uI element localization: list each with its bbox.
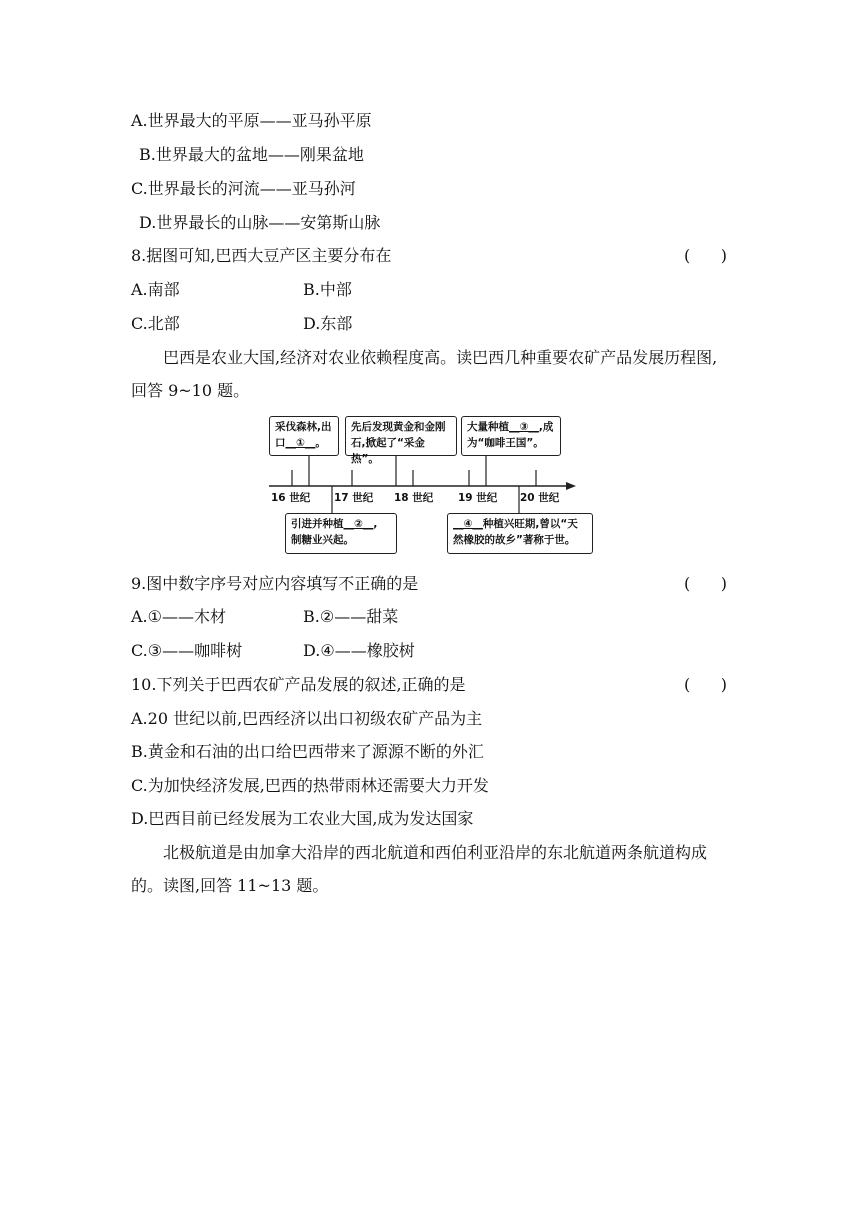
box3-blank: __③__ [509, 421, 539, 433]
box5-line1 [453, 516, 587, 532]
q7-option-d: D.世界最长的山脉——安第斯山脉 [139, 213, 381, 232]
box4-blank: __②__ [343, 518, 374, 530]
q9-answer-paren: ( ) [684, 574, 727, 593]
q10-answer-paren: ( ) [684, 675, 727, 694]
q10-stem: 10.下列关于巴西农矿产品发展的叙述,正确的是 [131, 675, 466, 694]
box1-text: 口 [275, 437, 286, 449]
timeline-box-sugar [285, 513, 397, 554]
box3-text: 大量种植 [467, 421, 509, 433]
q10-option-b: B.黄金和石油的出口给巴西带来了源源不断的外汇 [131, 742, 484, 761]
q8-stem: 8.据图可知,巴西大豆产区主要分布在 [131, 246, 392, 265]
tick-17th-century: 17 世纪 [334, 492, 374, 504]
timeline-box-coffee [461, 416, 561, 456]
timeline-box-timber [269, 416, 339, 456]
q7-option-c: C.世界最长的河流——亚马孙河 [131, 179, 356, 198]
tick-20th-century: 20 世纪 [520, 492, 560, 504]
box4-end: , [373, 518, 378, 530]
q10-option-a: A.20 世纪以前,巴西经济以出口初级农矿产品为主 [131, 709, 483, 728]
intro-paragraph-9-10: 巴西是农业大国,经济对农业依赖程度高。读巴西几种重要农矿产品发展历程图,回答 9~10 题。 [131, 348, 718, 400]
q9-stem: 9.图中数字序号对应内容填写不正确的是 [131, 574, 419, 593]
q9-option-a: A.①——木材 [131, 607, 226, 626]
box2-line1: 先后发现黄金和金刚 [351, 421, 446, 433]
tick-16th-century: 16 世纪 [271, 492, 311, 504]
q8-option-b: B.中部 [303, 280, 352, 299]
box4-line2: 制糖业兴起。 [291, 534, 354, 546]
box3-line2: 为“咖啡王国”。 [467, 437, 544, 449]
box1-line2 [275, 435, 333, 451]
q8-option-c: C.北部 [131, 314, 180, 333]
tick-19th-century: 19 世纪 [458, 492, 498, 504]
q8-answer-paren: ( ) [684, 246, 727, 265]
q7-option-a: A.世界最大的平原——亚马孙平原 [131, 111, 372, 130]
box3-line1 [467, 419, 555, 435]
box5-blank: __④__ [453, 518, 483, 530]
timeline-box-gold [345, 416, 457, 465]
q9-option-c: C.③——咖啡树 [131, 641, 243, 660]
tick-18th-century: 18 世纪 [394, 492, 434, 504]
box1-blank: __①__ [285, 437, 316, 449]
q9-option-b: B.②——甜菜 [303, 607, 399, 626]
intro-paragraph-11-13: 北极航道是由加拿大沿岸的西北航道和西伯利亚沿岸的东北航道两条航道构成的。读图,回答 11~13 题。 [131, 843, 708, 895]
q10-option-c: C.为加快经济发展,巴西的热带雨林还需要大力开发 [131, 776, 489, 795]
box4-text: 引进并种植 [291, 518, 344, 530]
timeline-box-rubber [447, 513, 593, 554]
box5-text: 种植兴旺期,曾以“天 [482, 518, 578, 530]
box3-end: ,成 [538, 421, 554, 433]
q7-option-b: B.世界最大的盆地——刚果盆地 [139, 145, 364, 164]
brazil-timeline-figure [266, 413, 596, 558]
box1-line1: 采伐森林,出 [275, 421, 332, 433]
q8-option-a: A.南部 [131, 280, 180, 299]
q10-option-d: D.巴西目前已经发展为工农业大国,成为发达国家 [131, 809, 474, 828]
box1-end: 。 [315, 437, 326, 449]
q8-option-d: D.东部 [303, 314, 353, 333]
box2-line2: 石,掀起了“采金热”。 [351, 437, 425, 465]
box4-line1 [291, 516, 391, 532]
box5-line2: 然橡胶的故乡”著称于世。 [453, 534, 576, 546]
q9-option-d: D.④——橡胶树 [303, 641, 415, 660]
